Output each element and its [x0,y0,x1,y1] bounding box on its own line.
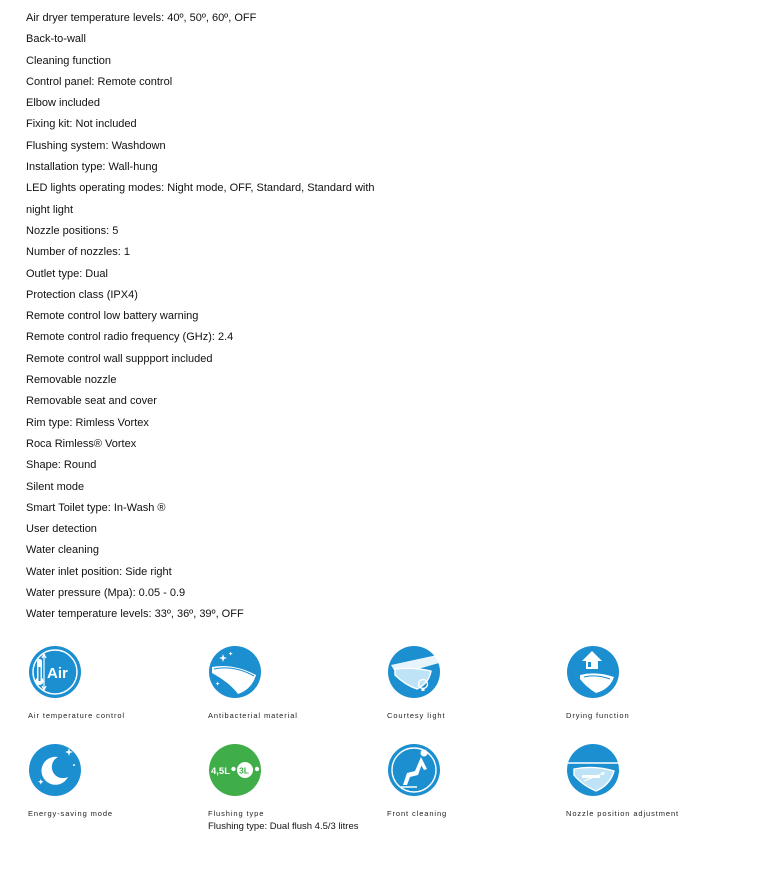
antibacterial-icon [208,645,262,699]
spec-item: Nozzle positions: 5 [26,224,119,237]
spec-item: Rim type: Rimless Vortex [26,416,149,429]
spec-item: Flushing system: Washdown [26,139,166,152]
spec-item: Outlet type: Dual [26,267,108,280]
spec-item: Protection class (IPX4) [26,288,138,301]
spec-item: Water pressure (Mpa): 0.05 - 0.9 [26,587,186,600]
feature-label: Courtesy light [387,711,446,720]
feature-label: Drying function [566,711,630,720]
spec-item: Installation type: Wall-hung [26,161,158,174]
spec-item: Cleaning function [26,54,112,67]
flushing-type-icon [208,743,262,797]
spec-item: Remote control low battery warning [26,310,199,323]
spec-item: Control panel: Remote control [26,75,173,88]
spec-item: Remote control radio frequency (GHz): 2.4 [26,331,234,344]
spec-item: Remote control wall suppport included [26,352,213,365]
spec-item: Silent mode [26,480,85,493]
spec-item: LED lights operating modes: Night mode, OFF, Standard, Standard with [26,182,375,195]
courtesy-light-icon [387,645,441,699]
spec-item: Back-to-wall [26,33,86,46]
feature-label: Nozzle position adjustment [566,809,680,818]
spec-item: Air dryer temperature levels: 40º, 50º, 60º, OFF [26,12,257,24]
spec-item: night light [26,203,74,216]
air-temperature-icon [28,645,82,699]
spec-item: Elbow included [26,97,100,110]
feature-note: Flushing type: Dual flush 4.5/3 litres [208,821,359,832]
feature-label: Air temperature control [28,711,125,720]
spec-item: Water cleaning [26,544,99,557]
energy-saving-icon [28,743,82,797]
spec-item: Number of nozzles: 1 [26,246,130,259]
flush-large-text: 4,5L [211,766,231,777]
spec-item: User detection [26,523,97,536]
spec-item: Removable seat and cover [26,395,157,408]
feature-label: Energy-saving mode [28,809,113,818]
spec-item: Roca Rimless® Vortex [26,437,137,450]
spec-item: Water inlet position: Side right [26,565,172,578]
spec-item: Shape: Round [26,459,97,472]
feature-label: Antibacterial material [208,711,298,720]
spec-list [26,9,375,627]
spec-item: Water temperature levels: 33º, 36º, 39º, OFF [26,608,244,621]
nozzle-position-icon [566,743,620,797]
front-cleaning-icon [387,743,441,797]
feature-label: Front cleaning [387,809,448,818]
spec-item: Smart Toilet type: In-Wash ® [26,501,166,514]
flush-small-text: 3L [239,765,249,776]
spec-item: Removable nozzle [26,374,117,387]
drying-function-icon [566,645,620,699]
air-icon-text: Air [47,665,68,682]
spec-item: Fixing kit: Not included [26,118,137,131]
feature-label: Flushing type [208,809,265,818]
